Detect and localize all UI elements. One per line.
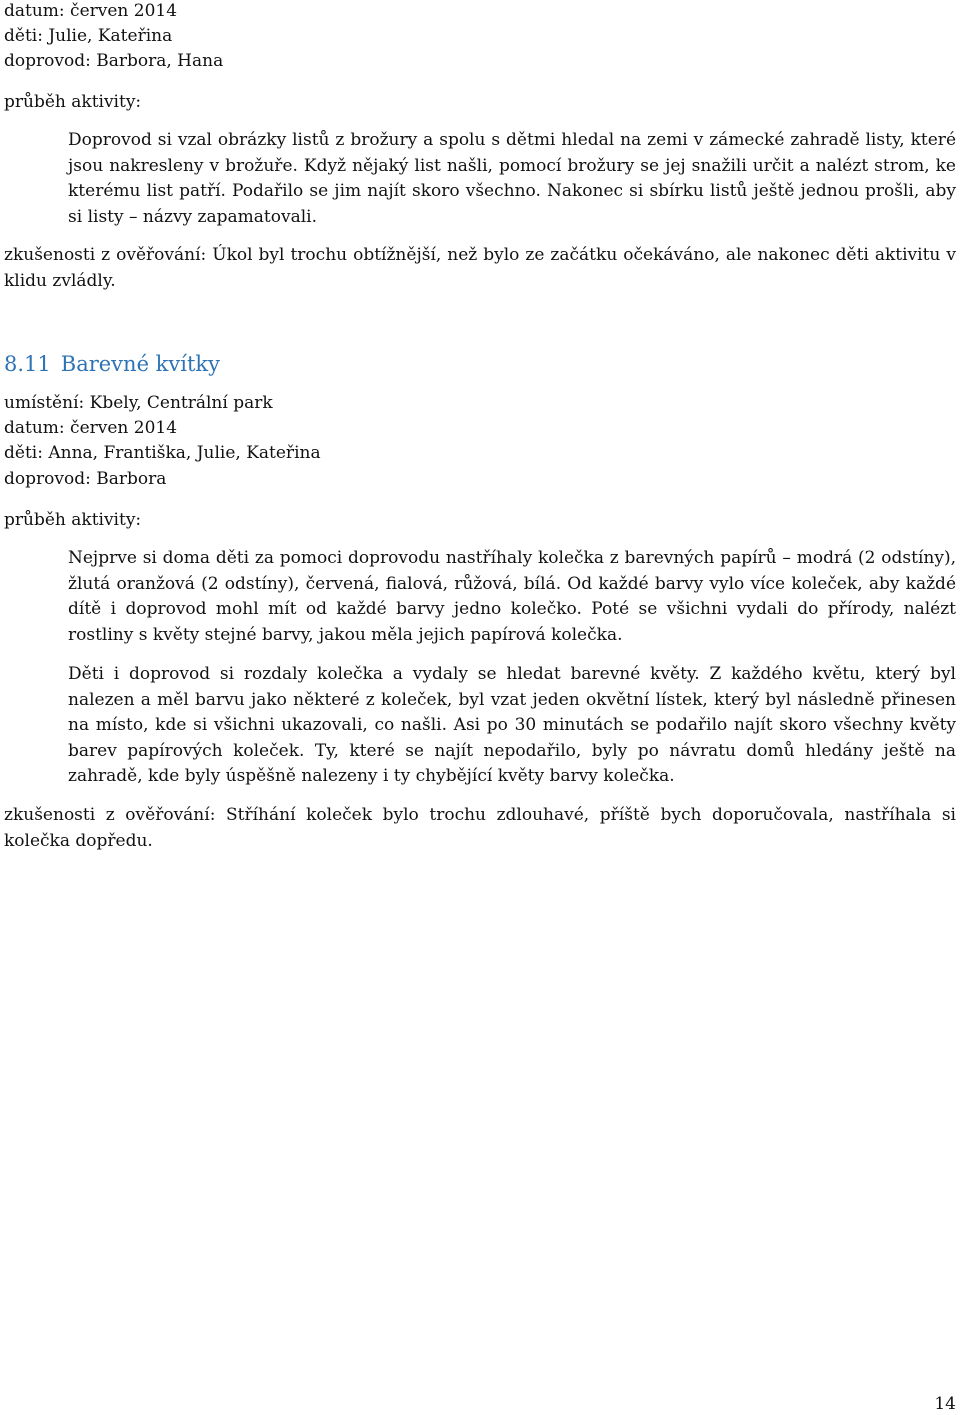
datum: datum: červen 2014: [4, 418, 178, 438]
prubeh-paragraph-2: Děti i doprovod si rozdaly kolečka a vydaly se hledat barevné květy. Z každého květu, který byl nalezen a měl barvu jako některé z koleček, byl vzat jeden okvětní lístek, který byl následně přinesen na místo, kde si všichni ukazovali, co našli. Asi po 30 minutách se podařilo najít skoro všechny květy barev papírových koleček. Ty, které se najít nepodařilo, byly po návratu domů hledány ještě na zahradě, kde byly úspěšně nalezeny i ty chybějící květy barvy kolečka.: [68, 664, 956, 786]
prubeh-label: průběh aktivity:: [4, 510, 142, 530]
prev-prubeh-text: Doprovod si vzal obrázky listů z brožury a spolu s dětmi hledal na zemi v zámecké zahradě listy, které jsou nakresleny v brožuře. Když nějaký list našli, pomocí brožury se jej snažili určit a nalézt strom, ke kterému list patří. Podařilo se jim najít skoro všechno. Nakonec si sbírku listů ještě jednou prošli, aby si listy – názvy zapamatovali.: [68, 130, 956, 227]
doprovod: doprovod: Barbora: [4, 469, 167, 489]
prev-zkusenosti: zkušenosti z ověřování: Úkol byl trochu obtížnější, než bylo ze začátku očekáváno, ale nakonec děti aktivitu v klidu zvládly.: [4, 245, 956, 291]
prev-datum: datum: červen 2014: [4, 1, 178, 21]
section-number: 8.11: [4, 352, 51, 376]
prev-deti: děti: Julie, Kateřina: [4, 26, 173, 46]
prubeh-paragraph-1: Nejprve si doma děti za pomoci doprovodu nastříhaly kolečka z barevných papírů – modrá (2 odstíny), žlutá oranžová (2 odstíny), červená, fialová, růžová, bílá. Od každé barvy vylo více koleček, aby každé dítě i doprovod mohl mít od každé barvy jedno kolečko. Poté se všichni vydali do přírody, nalézt rostliny s květy stejné barvy, jakou měla jejich papírová kolečka.: [68, 548, 956, 645]
zkusenosti: zkušenosti z ověřování: Stříhání koleček bylo trochu zdlouhavé, příště bych doporučovala, nastříhala si kolečka dopředu.: [4, 805, 956, 851]
deti: děti: Anna, Františka, Julie, Kateřina: [4, 443, 321, 463]
page-number: 14: [934, 1394, 956, 1414]
section-title: Barevné kvítky: [60, 352, 221, 376]
prev-prubeh-label: průběh aktivity:: [4, 92, 142, 112]
umisteni: umístění: Kbely, Centrální park: [4, 393, 273, 413]
prev-doprovod: doprovod: Barbora, Hana: [4, 51, 224, 71]
section-heading: [4, 351, 220, 377]
